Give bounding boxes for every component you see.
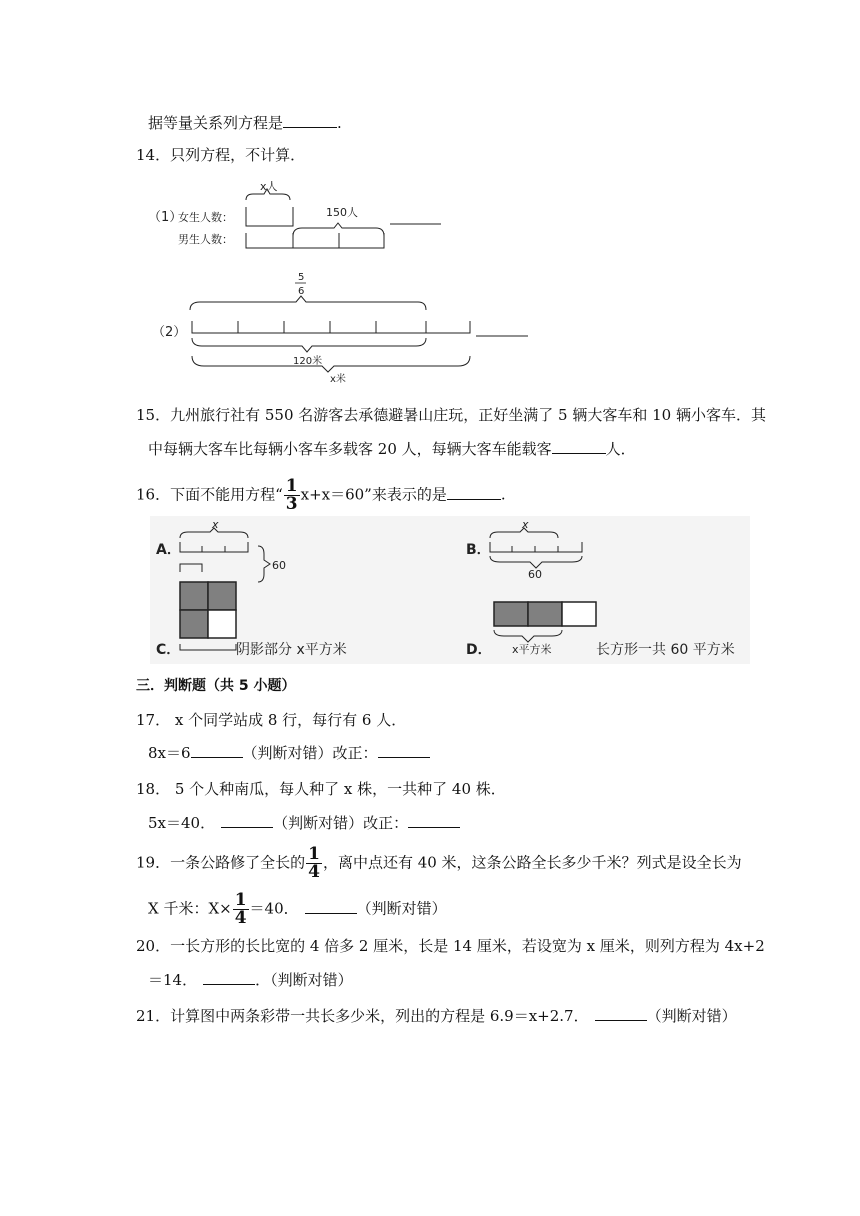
answer-blank-17a[interactable]: [191, 743, 243, 758]
q18-judge: （判断对错）改正：: [273, 814, 409, 832]
q19-line2a: X 千米：X×: [148, 899, 232, 918]
section-3-title: 三．判断题（共 5 小题）: [136, 678, 296, 694]
q19-line1a: 19．一条公路修了全长的: [136, 853, 306, 872]
option-d-caption: 长方形一共 60 平方米: [596, 642, 735, 658]
q14-title: 14．只列方程，不计算．: [136, 146, 306, 164]
q20-line2b: ．（判断对错）: [255, 971, 353, 989]
q19-line1: [136, 846, 742, 881]
option-c-caption: 阴影部分 x平方米: [236, 642, 347, 658]
option-d-shade-1: [494, 602, 528, 626]
answer-blank-15[interactable]: [552, 439, 606, 454]
q16-end: .: [500, 485, 506, 504]
option-c-shade-3: [180, 610, 208, 638]
q15-line2a: 中每辆大客车比每辆小客车多载客 20 人，每辆大客车能载客: [148, 440, 552, 458]
q15-line1: 15．九州旅行社有 550 名游客去承德避暑山庄玩，正好坐满了 5 辆大客车和 10 辆小客车．其: [136, 406, 766, 424]
q21-text: 21．计算图中两条彩带一共长多少米，列出的方程是 6.9＝x+2.7．: [136, 1007, 589, 1025]
q17-line2: [148, 743, 430, 763]
q14-diagram-1: [140, 178, 460, 258]
q15-line2b: 人．: [605, 440, 636, 458]
answer-blank-20[interactable]: [203, 970, 255, 985]
option-b-sum-label: 60: [528, 568, 542, 581]
q17-judge: （判断对错）改正：: [242, 744, 378, 762]
q16-eq: x+x＝60”来表示的是: [300, 485, 447, 504]
frac-den-6: 6: [298, 286, 305, 297]
q13-tail-text: 据等量关系列方程是: [148, 114, 284, 132]
answer-blank-16[interactable]: [447, 485, 501, 500]
x-brace: [246, 189, 290, 200]
q19-line1b: ，离中点还有 40 米，这条公路全长多少千米？列式是设全长为: [322, 853, 742, 872]
girls-label: 女生人数：: [178, 211, 233, 224]
whole-brace: [192, 356, 470, 372]
q13-tail-end: .: [337, 114, 342, 132]
boys-label: 男生人数：: [178, 233, 233, 246]
q20-line2a: ＝14．: [148, 971, 198, 989]
q16-stem: [136, 478, 506, 513]
whole-label: x米: [330, 374, 346, 385]
q13-tail: [148, 113, 342, 133]
option-d-shade-2: [528, 602, 562, 626]
one-quarter-fraction: $\frac{1}{4}$: [308, 844, 320, 882]
q20-line1: 20．一长方形的长比宽的 4 倍多 2 厘米，长是 14 厘米，若设宽为 x 厘米，则列方程为 4x+2: [136, 937, 765, 955]
one-third-fraction: $\frac{1}{3}$: [285, 476, 298, 514]
one-quarter-fraction-2: $\frac{1}{4}$: [234, 890, 247, 928]
q18-line1: 18． 5 个人种南瓜，每人种了 x 株，一共种了 40 株．: [136, 780, 506, 798]
q15-line2: [148, 439, 636, 459]
answer-blank[interactable]: [283, 113, 337, 128]
option-a-sum-label: 60: [272, 559, 286, 572]
boys-bar: [246, 233, 384, 248]
option-c-shade-2: [208, 582, 236, 610]
answer-blank-21[interactable]: [595, 1006, 647, 1021]
girls-bar: [246, 207, 293, 226]
option-d-x-label: x平方米: [512, 643, 552, 656]
part-label: 120米: [293, 356, 323, 367]
q19-line2: [148, 892, 447, 927]
option-a-letter: A．: [156, 542, 181, 558]
option-c-shade-1: [180, 582, 208, 610]
q20-line2: [148, 970, 353, 990]
option-d-letter: D．: [466, 642, 492, 658]
q18-line2: [148, 813, 460, 833]
q14-diagram-2: [140, 266, 540, 386]
option-c-white: [208, 610, 236, 638]
answer-blank-19[interactable]: [305, 899, 357, 914]
option-b-x-label: x: [522, 518, 529, 531]
option-c-letter: C．: [156, 642, 181, 658]
diff-label: 150人: [326, 206, 358, 219]
five-sixths-brace: [190, 296, 426, 310]
frac-num-5: 5: [298, 272, 305, 283]
option-d-white: [562, 602, 596, 626]
part-brace: [192, 338, 426, 352]
option-a-x-label: x: [212, 518, 219, 531]
q14-2-marker: （2）: [152, 325, 187, 340]
q17-line1: 17． x 个同学站成 8 行，每行有 6 人．: [136, 711, 407, 729]
q14-1-marker: （1）: [148, 210, 183, 225]
answer-blank-18b[interactable]: [408, 813, 460, 828]
q19-line2b: ＝40．: [249, 899, 299, 918]
q17-eq: 8x＝6: [148, 744, 191, 762]
q16-pre: 16．下面不能用方程“: [136, 485, 283, 504]
q21-judge: （判断对错）: [646, 1007, 737, 1025]
q21-line1: [136, 1006, 737, 1026]
q18-eq: 5x＝40．: [148, 814, 216, 832]
answer-blank-18a[interactable]: [221, 813, 273, 828]
segment-line: [192, 321, 470, 333]
option-b-letter: B．: [466, 542, 491, 558]
q19-judge: （判断对错）: [356, 899, 447, 918]
q16-options-figure: [150, 516, 750, 664]
x-label: x人: [260, 180, 278, 193]
answer-blank-17b[interactable]: [378, 743, 430, 758]
